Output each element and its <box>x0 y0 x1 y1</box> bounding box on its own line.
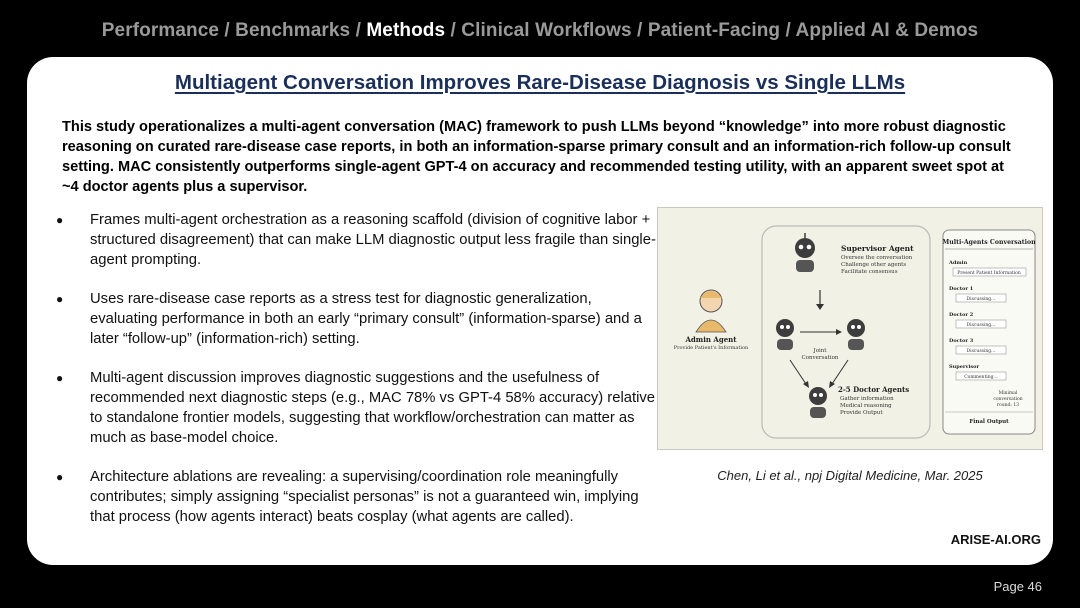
bullet-item <box>52 289 657 349</box>
slide-card <box>27 57 1053 565</box>
bullet-list <box>52 210 657 546</box>
bullet-dot-icon: ● <box>56 213 64 227</box>
slide-title: Multiagent Conversation Improves Rare-Disease Diagnosis vs Single LLMs <box>174 71 906 94</box>
panel-final: Final Output <box>969 419 1009 425</box>
bullet-item <box>52 210 657 270</box>
nav-item-methods[interactable]: Methods <box>366 20 446 41</box>
doctor-robot-right-icon <box>847 319 865 350</box>
doctor-line-2: Medical reasoning <box>840 403 892 409</box>
panel-label-doctor1: Doctor 1 <box>949 286 974 292</box>
bullet-dot-icon: ● <box>56 292 64 306</box>
supervisor-line-2: Challenge other agents <box>841 262 907 268</box>
panel-round-2: conversation <box>993 397 1023 402</box>
panel-label-admin: Admin <box>949 260 968 266</box>
summary-paragraph: This study operationalizes a multi-agent conversation (MAC) framework to push LLMs beyond “knowledge” into more robust diagnostic reasoning on curated rare-disease case reports, in both an information-sparse primary consult and an information-rich follow-up consult setting. MAC consistently outperforms single-agent GPT-4 on accuracy and recommended testing utility, with an apparent sweet spot at ~4 doctor agents plus a supervisor. <box>62 119 1011 195</box>
doctor-line-3: Provide Output <box>840 410 883 416</box>
panel-label-doctor2: Doctor 2 <box>949 312 974 318</box>
panel-round-1: Minimal <box>998 391 1018 396</box>
doctor-line-1: Gather information <box>840 396 894 402</box>
panel-title: Multi-Agents Conversation <box>942 239 1036 246</box>
bullet-item <box>52 368 657 448</box>
bullet-dot-icon: ● <box>56 371 64 385</box>
section-nav <box>0 20 1080 42</box>
page-number: Page 46 <box>993 579 1042 594</box>
panel-text-doctor1: Discussing... <box>966 297 996 302</box>
panel-round-3: round: 13 <box>996 403 1020 408</box>
doctor-title: 2-5 Doctor Agents <box>838 385 910 394</box>
supervisor-line-1: Oversee the conversation <box>841 255 913 261</box>
joint-label: Joint <box>813 348 827 354</box>
bullet-dot-icon: ● <box>56 470 64 484</box>
panel-text-supervisor: Commenting... <box>964 375 998 380</box>
panel-label-doctor3: Doctor 3 <box>949 338 974 344</box>
bullet-text: Architecture ablations are revealing: a supervising/coordination role meaningfully contributes; simply assigning “specialist personas” is not a guaranteed win, implying that process (how agents interact) beats cosplay (what agents are called). <box>90 469 639 525</box>
joint-label-2: Conversation <box>801 355 839 361</box>
mac-diagram <box>658 208 1042 449</box>
supervisor-line-3: Facilitate consensus <box>841 269 898 275</box>
panel-text-admin: Present Patient Information <box>957 271 1021 276</box>
admin-title: Admin Agent <box>685 335 737 344</box>
mac-framework-figure <box>657 207 1043 450</box>
admin-person-icon <box>696 290 726 332</box>
panel-text-doctor3: Discussing... <box>966 349 996 354</box>
panel-label-supervisor: Supervisor <box>949 364 980 370</box>
bullet-text: Uses rare-disease case reports as a stress test for diagnostic generalization, evaluating performance in both an early “primary consult” (information-sparse) and a later “follow-up” (information-rich) setting. <box>90 291 642 347</box>
admin-line: Provide Patient's Information <box>673 345 749 351</box>
bullet-text: Multi-agent discussion improves diagnostic suggestions and the usefulness of recommended next diagnostic steps (e.g., MAC 78% vs GPT-4 58% accuracy) relative to standalone frontier models, suggesting that workflow/orchestration can matter as much as base-model choice. <box>90 370 655 446</box>
bullet-text: Frames multi-agent orchestration as a reasoning scaffold (division of cognitive labor + structured disagreement) that can make LLM diagnostic output less fragile than single-agent prompting. <box>90 212 656 268</box>
panel-text-doctor2: Discussing... <box>966 323 996 328</box>
supervisor-title: Supervisor Agent <box>841 244 914 253</box>
doctor-robot-bottom-icon <box>809 387 827 418</box>
nav-item-rest[interactable]: / Clinical Workflows / Patient-Facing / Applied AI & Demos <box>445 20 979 41</box>
supervisor-robot-icon <box>795 233 815 272</box>
figure-caption: Chen, Li et al., npj Digital Medicine, Mar. 2025 <box>717 468 983 483</box>
brand-label[interactable]: ARISE-AI.ORG <box>950 532 1041 547</box>
bullet-item <box>52 467 657 527</box>
nav-item-performance[interactable]: Performance / Benchmarks / <box>101 20 367 41</box>
doctor-robot-left-icon <box>776 319 794 350</box>
